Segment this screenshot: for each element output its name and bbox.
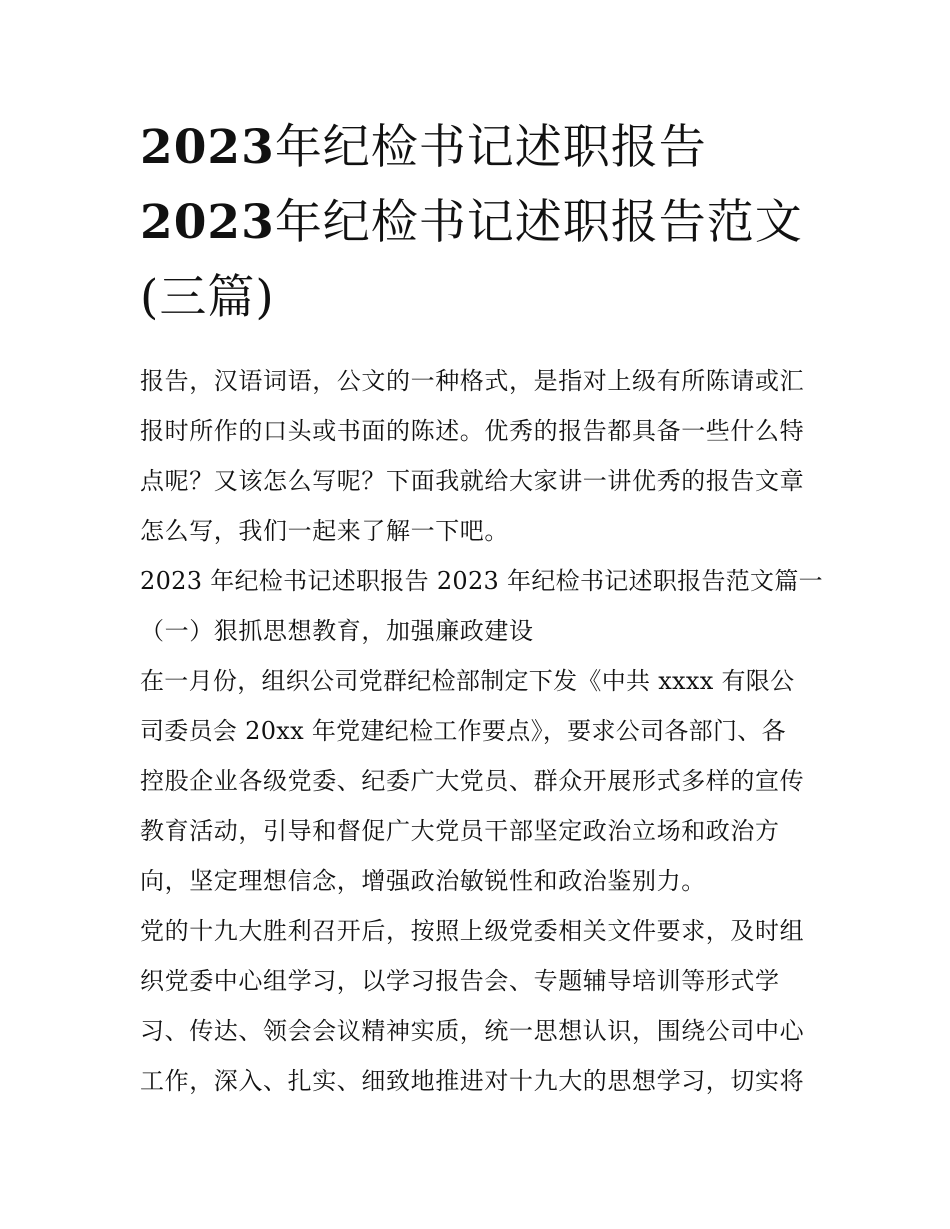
document-body (140, 356, 830, 1106)
title-line-2-text: 年纪检书记述职报告范文 (274, 195, 803, 250)
text-line: 工作，深入、扎实、细致地推进对十九大的思想学习，切实将 (140, 1067, 805, 1095)
text-line: 司委员会 20xx 年党建纪检工作要点》，要求公司各部门、各 (140, 717, 786, 745)
text-line: 控股企业各级党委、纪委广大党员、群众开展形式多样的宣传 (140, 767, 805, 795)
body-paragraph-1 (140, 656, 830, 906)
text-line: 织党委中心组学习，以学习报告会、专题辅导培训等形式学 (140, 967, 780, 995)
text-line: 习、传达、领会会议精神实质，统一思想认识，围绕公司中心 (140, 1017, 805, 1045)
text-line: 点呢？又该怎么写呢？下面我就给大家讲一讲优秀的报告文章 (140, 467, 805, 495)
text-line: 在一月份，组织公司党群纪检部制定下发《中共 xxxx 有限公 (140, 667, 795, 695)
body-paragraph-2 (140, 906, 830, 1106)
document-title (140, 110, 830, 335)
text-line: 2023 年纪检书记述职报告 2023 年纪检书记述职报告范文篇一 (140, 567, 823, 595)
text-line: 教育活动，引导和督促广大党员干部坚定政治立场和政治方 (140, 817, 780, 845)
title-line-3: (三篇) (140, 270, 275, 325)
intro-paragraph (140, 356, 830, 556)
text-line: （一）狠抓思想教育，加强廉政建设 (140, 617, 534, 645)
text-line: 报时所作的口头或书面的陈述。优秀的报告都具备一些什么特 (140, 417, 805, 445)
subsection-heading (140, 606, 830, 656)
title-line-2-year: 2023 (140, 195, 275, 250)
text-line: 党的十九大胜利召开后，按照上级党委相关文件要求，及时组 (140, 917, 805, 945)
section-heading (140, 556, 830, 606)
title-line-1-year: 2023 (140, 120, 275, 175)
text-line: 向，坚定理想信念，增强政治敏锐性和政治鉴别力。 (140, 867, 706, 895)
title-line-2 (140, 185, 830, 260)
text-line: 怎么写，我们一起来了解一下吧。 (140, 517, 509, 545)
title-line-1-text: 年纪检书记述职报告 (274, 120, 707, 175)
text-line: 报告，汉语词语，公文的一种格式，是指对上级有所陈请或汇 (140, 367, 805, 395)
title-line-1 (140, 110, 830, 185)
